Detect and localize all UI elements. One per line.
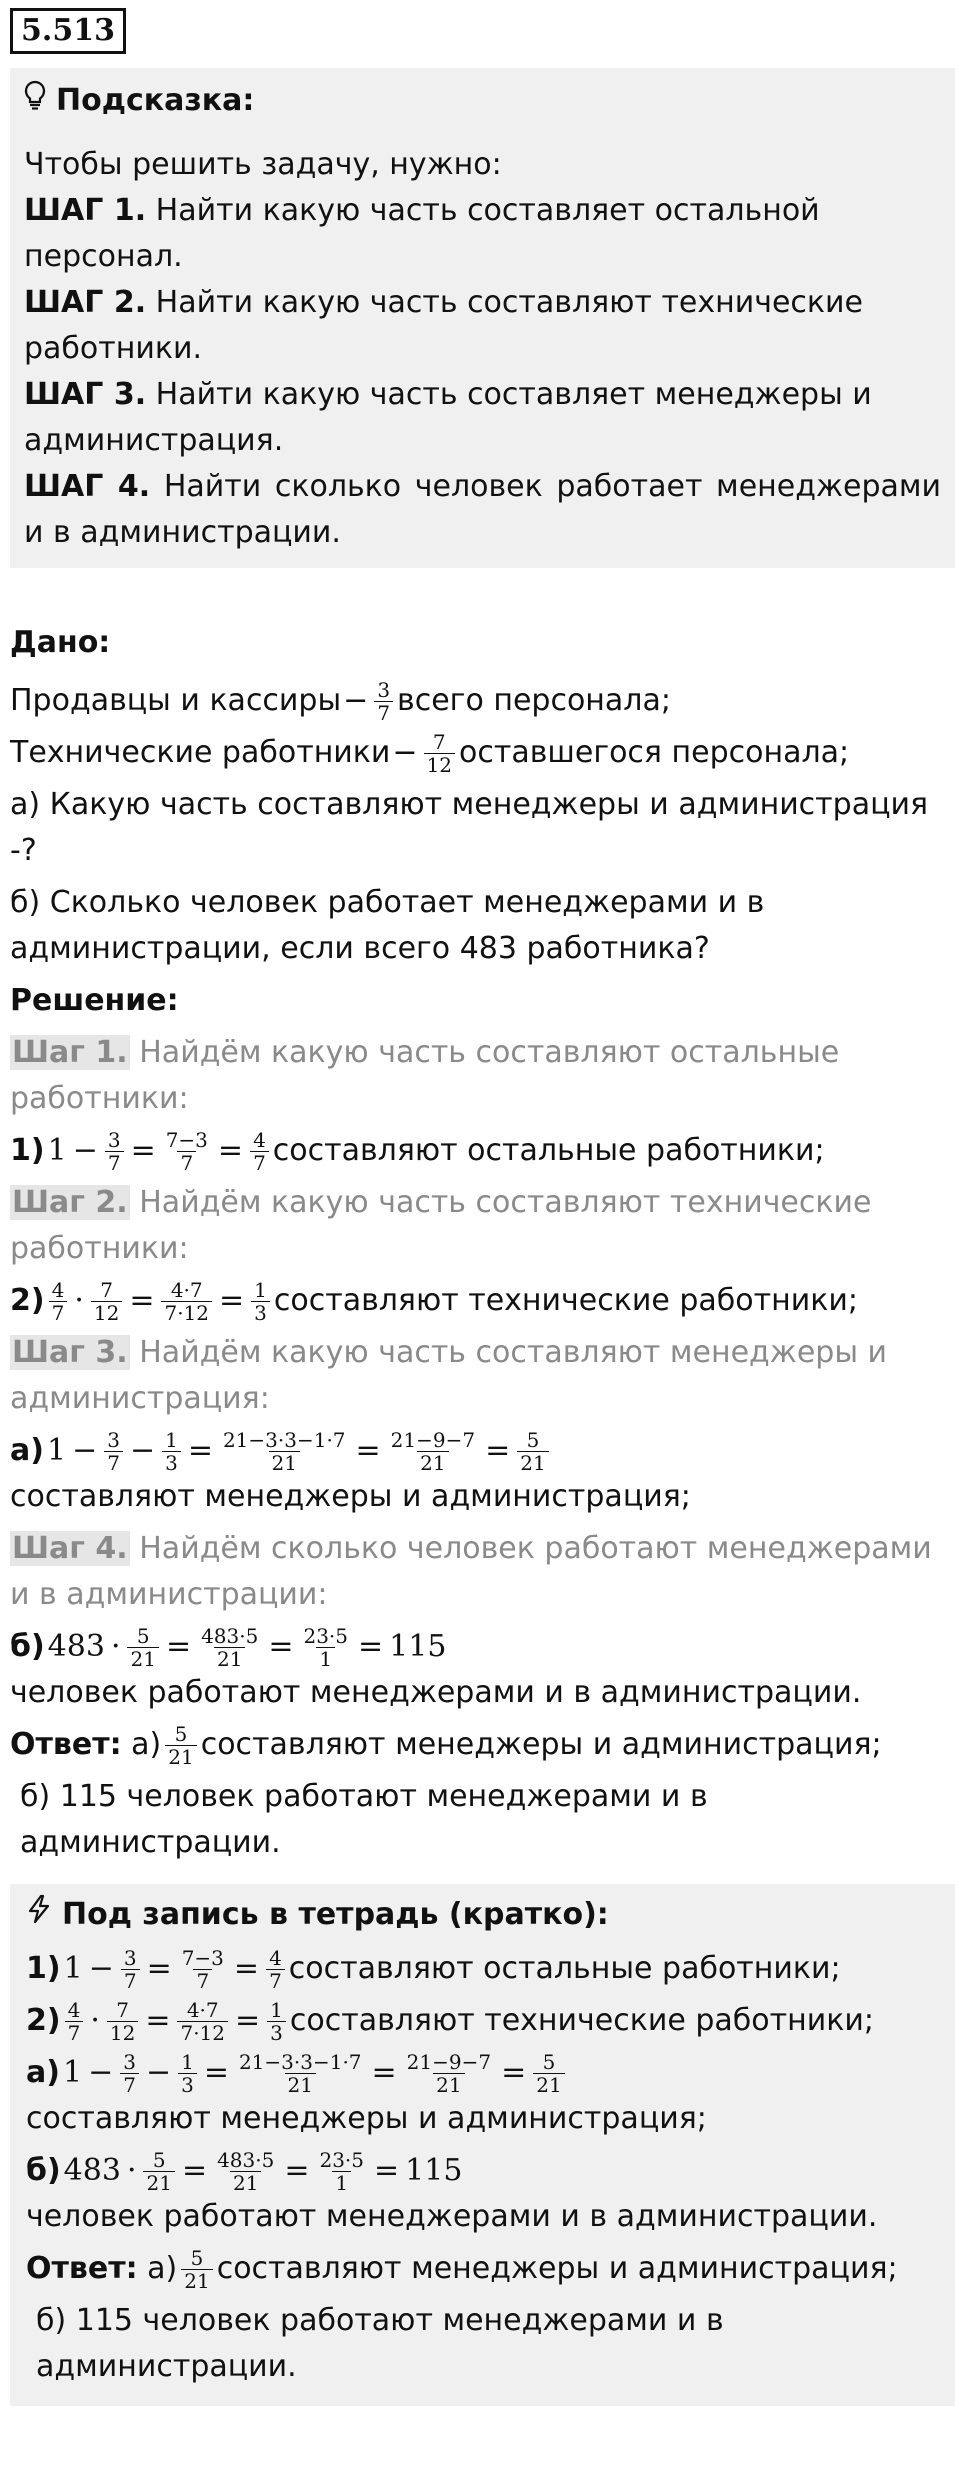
formula-tag: 1) xyxy=(10,1133,45,1168)
hint-step-text: Найти какую часть составляет менеджеры и администрация. xyxy=(24,377,872,458)
answer-label: Ответ: xyxy=(10,1727,122,1762)
hint-step-1 xyxy=(24,188,941,280)
step-text: Найдём сколько человек работают менеджерами и в администрации: xyxy=(10,1531,932,1612)
formula-result: человек работают менеджерами и в администрации. xyxy=(10,1675,862,1710)
notes-line-1: 1) 1 − $\frac{3}{7}$ = $\frac{7-3}{7}$ = $\frac{4}{7}$ составляют остальные работники; xyxy=(26,1945,841,1993)
formula-result: составляют технические работники; xyxy=(273,1283,858,1318)
hint-step-4 xyxy=(24,464,941,556)
hint-step-3 xyxy=(24,372,941,464)
answer-text: составляют менеджеры и администрация; xyxy=(200,1727,882,1762)
step-3-heading xyxy=(10,1330,955,1422)
hint-step-text: Найти какую часть составляют технические работники. xyxy=(24,285,863,366)
step-label: Шаг 1. xyxy=(12,1035,128,1070)
notes-title-row xyxy=(26,1892,939,1938)
step-4-formula: б) 483 · $\frac{5}{21}$ = $\frac{483\cdot 5}{21}$ = $\frac{23\cdot 5}{1}$ = 115 человек работают менеджерами и в администрации. xyxy=(10,1624,955,1716)
notes-answer-a: Ответ: а) $\frac{5}{21}$ составляют менеджеры и администрация; xyxy=(26,2245,898,2293)
given-text: Продавцы и кассиры xyxy=(10,683,342,718)
step-label: Шаг 2. xyxy=(12,1185,128,1220)
question-a: а) Какую часть составляют менеджеры и администрация -? xyxy=(10,787,929,868)
solution-section xyxy=(10,978,955,1866)
formula-result: составляют менеджеры и администрация; xyxy=(10,1479,691,1514)
hint-step-label: ШАГ 2. xyxy=(24,285,147,320)
notes-line-4: б) 483 · $\frac{5}{21}$ = $\frac{483\cdot 5}{21}$ = $\frac{23\cdot 5}{1}$ = 115 человек работают менеджерами и в администрации. xyxy=(26,2147,878,2234)
hint-step-text: Найти сколько человек работает менеджерами и в администрации. xyxy=(24,469,942,550)
notes-box xyxy=(10,1884,955,2406)
notes-line-3: а) 1 − $\frac{3}{7}$ − $\frac{1}{3}$ = $\frac{21-3\cdot 3-1\cdot 7}{21}$ = $\frac{21-9-7}{21}$ = $\frac{5}{21}$ составляют менеджеры и администрация; xyxy=(26,2049,707,2136)
given-title: Дано: xyxy=(10,625,111,660)
formula-result: составляют остальные работники; xyxy=(272,1133,825,1168)
hint-step-label: ШАГ 4. xyxy=(24,469,151,504)
given-line-2 xyxy=(10,730,955,776)
hint-box xyxy=(10,68,955,568)
solution-title: Решение: xyxy=(10,983,179,1018)
problem-number: 5.513 xyxy=(10,8,126,54)
step-text: Найдём какую часть составляют технические работники: xyxy=(10,1185,872,1266)
step-label: Шаг 4. xyxy=(12,1531,128,1566)
question-b: б) Сколько человек работает менеджерами и в администрации, если всего 483 работника? xyxy=(10,885,765,966)
hint-intro: Чтобы решить задачу, нужно: xyxy=(24,147,502,182)
step-text: Найдём какую часть составляют менеджеры и администрация: xyxy=(10,1335,888,1416)
hint-title-row xyxy=(24,78,941,124)
step-4-heading xyxy=(10,1526,955,1618)
given-text: оставшегося персонала; xyxy=(459,735,850,770)
given-line-1 xyxy=(10,678,955,724)
given-text: Технические работники xyxy=(10,735,391,770)
math-sign: − xyxy=(392,735,418,770)
fraction: $\frac{7}{12}$ xyxy=(424,731,455,776)
hint-step-2 xyxy=(24,280,941,372)
given-section xyxy=(10,620,955,972)
hint-step-label: ШАГ 3. xyxy=(24,377,147,412)
step-label: Шаг 3. xyxy=(12,1335,128,1370)
answer-line-b: б) 115 человек работают менеджерами и в администрации. xyxy=(20,1779,708,1860)
step-2-heading xyxy=(10,1180,955,1272)
step-2-formula: 2) $\frac{4}{7}$ · $\frac{7}{12}$ = $\frac{4\cdot 7}{7\cdot 12}$ = $\frac{1}{3}$ составляют технические работники; xyxy=(10,1277,858,1325)
fraction: $\frac{3}{7}$ xyxy=(374,679,393,724)
step-1-formula: 1) 1 − $\frac{3}{7}$ = $\frac{7-3}{7}$ = $\frac{4}{7}$ составляют остальные работники; xyxy=(10,1127,825,1175)
step-1-heading xyxy=(10,1030,955,1122)
step-3-formula: а) 1 − $\frac{3}{7}$ − $\frac{1}{3}$ = $\frac{21-3\cdot 3-1\cdot 7}{21}$ = $\frac{21-9-7}{21}$ = $\frac{5}{21}$ составляют менеджеры и администрация; xyxy=(10,1428,955,1520)
page xyxy=(10,8,955,2406)
step-text: Найдём какую часть составляют остальные работники: xyxy=(10,1035,840,1116)
math-sign: − xyxy=(343,683,369,718)
formula-tag: б) xyxy=(10,1629,45,1664)
lightning-icon xyxy=(26,1892,52,1938)
hint-title: Подсказка: xyxy=(56,83,255,118)
answer-line-a: Ответ: а) $\frac{5}{21}$ составляют менеджеры и администрация; xyxy=(10,1721,882,1769)
notes-title: Под запись в тетрадь (кратко): xyxy=(62,1897,609,1932)
hint-step-label: ШАГ 1. xyxy=(24,193,147,228)
hint-step-text: Найти какую часть составляет остальной персонал. xyxy=(24,193,820,274)
notes-answer-b: б) 115 человек работают менеджерами и в администрации. xyxy=(36,2303,724,2384)
formula-tag: 2) xyxy=(10,1283,45,1318)
given-text: всего персонала; xyxy=(397,683,671,718)
notes-line-2: 2) $\frac{4}{7}$ · $\frac{7}{12}$ = $\frac{4\cdot 7}{7\cdot 12}$ = $\frac{1}{3}$ составляют технические работники; xyxy=(26,1997,874,2045)
lightbulb-icon xyxy=(24,78,46,124)
formula-tag: а) xyxy=(10,1433,44,1468)
